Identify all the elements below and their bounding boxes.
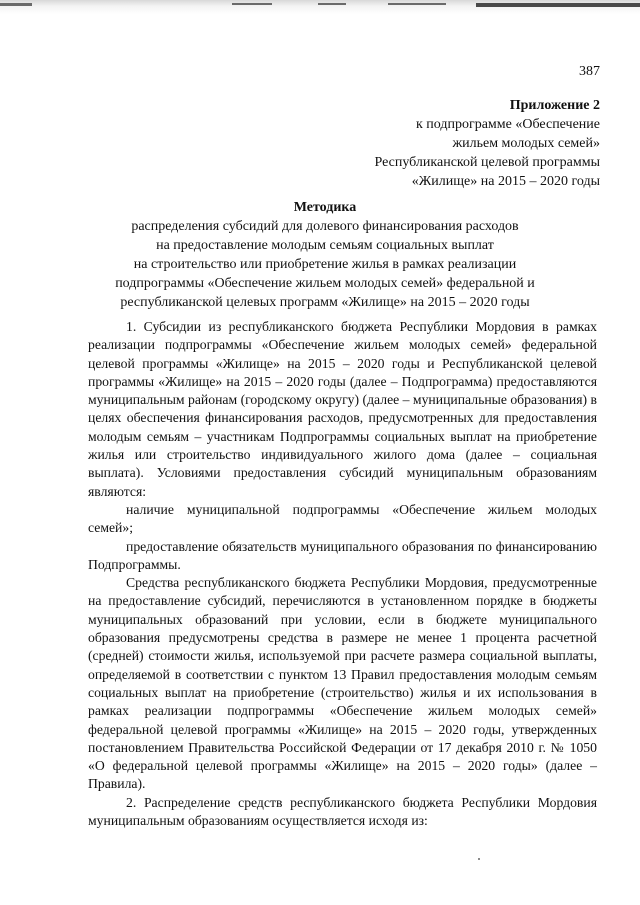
scan-artifact	[476, 3, 640, 7]
scan-artifact	[388, 3, 446, 5]
paragraph-condition-2: предоставление обязательств муниципального образования по финансированию Подпрограммы.	[88, 538, 597, 572]
appendix-line: к подпрограмме «Обеспечение	[415, 117, 600, 132]
paragraph-funds-transfer: Средства республиканского бюджета Республики Мордовия, предусмотренные на предоставление субсидий, перечисляются в установленном порядке в бюджеты муниципальных образований при условии, если в бюджете муниципального образования предусмотрены средства в размере не менее 1 процента расчетной (средней) стоимости жилья, используемой при расчете размера социальной выплаты, определяемой в соответствии с пунктом 13 Правил предоставления молодым семьям социальных выплат на приобретение (строительство) жилья и их использования в рамках реализации подпрограммы «Обеспечение жильем молодых семей» федеральной целевой программы «Жилище» на 2015 – 2020 годы, утвержденных постановлением Правительства Российской Федерации от 17 декабря 2010 г. № 1050 «О федеральной целевой программы «Жилище» на 2015 – 2020 годы» (далее – Правила).	[88, 575, 597, 792]
method-title-block	[90, 198, 560, 312]
paragraph-1: 1. Субсидии из республиканского бюджета Республики Мордовия в рамках реализации подпрограммы «Обеспечение жильем молодых семей» федеральной целевой программы «Жилище» на 2015 – 2020 годы и Республиканской целевой программы «Жилище» на 2015 – 2020 годы (далее – Подпрограмма) предоставляются муниципальным районам (городскому округу) (далее – муниципальные образования) в целях обеспечения финансирования расходов, предусмотренных для предоставления молодым семьям – участникам Подпрограммы социальных выплат на приобретение жилья или строительство индивидуального жилого дома (далее – социальная выплата). Условиями предоставления субсидий муниципальным образованиям являются:	[88, 319, 597, 499]
method-title-line: распределения субсидий для долевого финансирования расходов	[131, 219, 519, 234]
paragraph-2: 2. Распределение средств республиканского бюджета Республики Мордовия муниципальным образованиям осуществляется исходя из:	[88, 794, 597, 829]
scan-artifact	[0, 3, 32, 6]
paragraph-condition-1: наличие муниципальной подпрограммы «Обеспечение жильем молодых семей»;	[88, 501, 597, 536]
method-title-line: республиканской целевых программ «Жилище» на 2015 – 2020 годы	[120, 295, 530, 310]
scan-artifact	[232, 3, 272, 5]
method-title-line: подпрограммы «Обеспечение жильем молодых семей» федеральной и	[115, 276, 535, 291]
appendix-line: жильем молодых семей»	[452, 136, 600, 151]
scan-edge-shadow	[0, 0, 640, 14]
appendix-header	[180, 96, 600, 191]
appendix-line: Республиканской целевой программы	[374, 155, 600, 170]
method-title-line: на строительство или приобретение жилья в рамках реализации	[133, 257, 517, 272]
scan-speck	[478, 858, 480, 860]
appendix-line: «Жилище» на 2015 – 2020 годы	[411, 174, 600, 189]
page-number: 387	[579, 64, 600, 79]
appendix-label: Приложение 2	[509, 98, 600, 113]
method-heading: Методика	[293, 200, 357, 215]
scan-artifact	[318, 3, 346, 5]
method-title-line: на предоставление молодым семьям социальных выплат	[156, 238, 494, 253]
document-body	[88, 318, 597, 830]
